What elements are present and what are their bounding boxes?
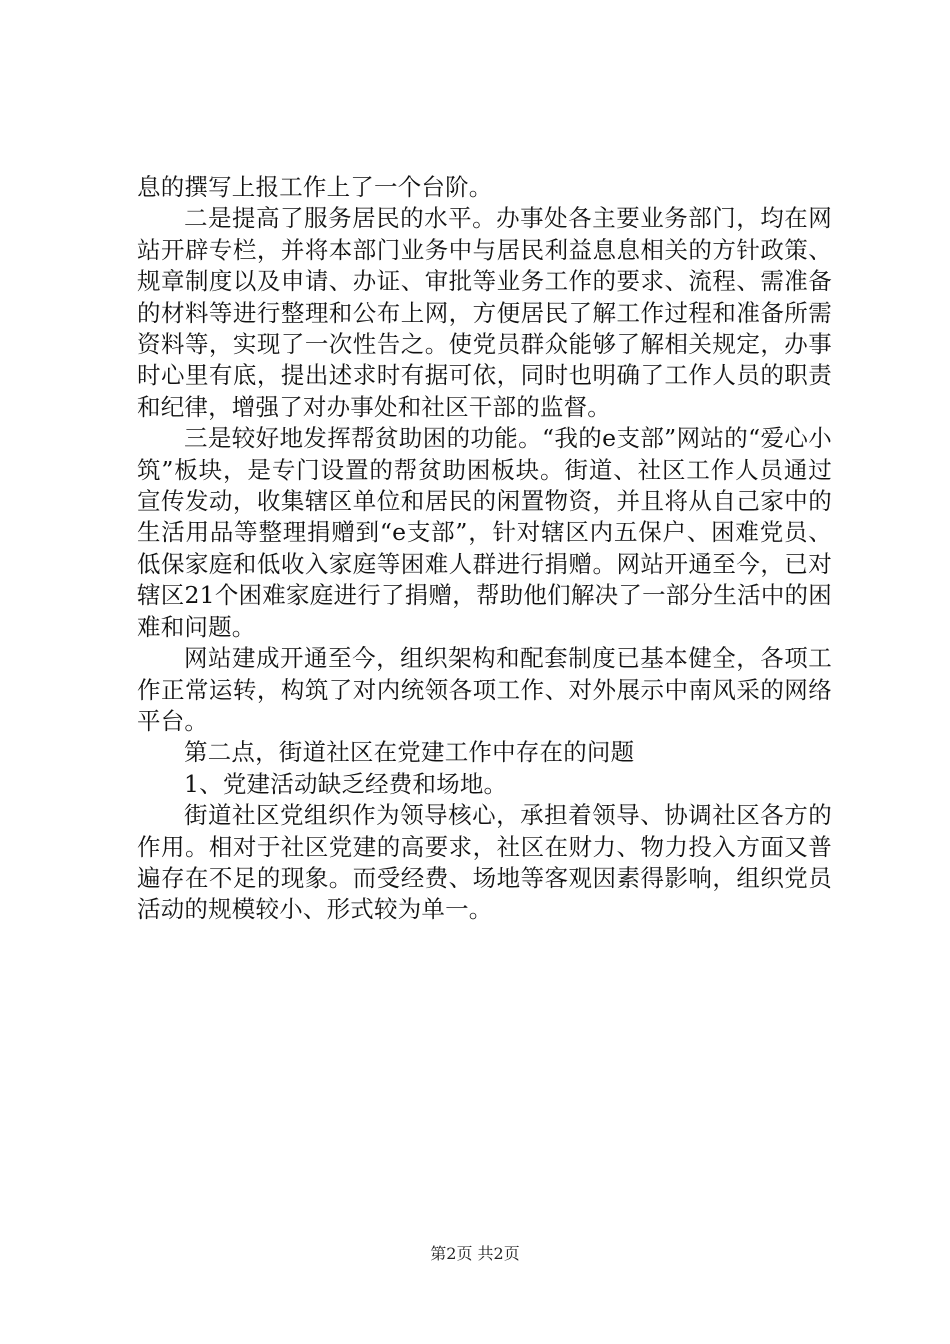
paragraph-4: 网站建成开通至今，组织架构和配套制度已基本健全，各项工作正常运转，构筑了对内统领各项工作、对外展示中南风采的网络平台。: [137, 644, 832, 735]
subsection-heading: 1、党建活动缺乏经费和场地。: [184, 769, 508, 798]
section-heading: 第二点，街道社区在党建工作中存在的问题: [184, 738, 635, 767]
page-number: 第2页 共2页: [430, 1244, 520, 1263]
page-footer: [0, 1244, 950, 1264]
paragraph-1: 息的撰写上报工作上了一个台阶。: [137, 173, 493, 201]
paragraph-7: 街道社区党组织作为领导核心，承担着领导、协调社区各方的作用。相对于社区党建的高要求，社区在财力、物力投入方面又普遍存在不足的现象。而受经费、场地等客观因素得影响，组织党员活动的规模较小、形式较为单一。: [137, 801, 832, 924]
paragraph-2: 二是提高了服务居民的水平。办事处各主要业务部门，均在网站开辟专栏，并将本部门业务中与居民利益息息相关的方针政策、规章制度以及申请、办证、审批等业务工作的要求、流程、需准备的材料等进行整理和公布上网，方便居民了解工作过程和准备所需资料等，实现了一次性告之。使党员群众能够了解相关规定，办事时心里有底，提出述求时有据可依，同时也明确了工作人员的职责和纪律，增强了对办事处和社区干部的监督。: [137, 204, 832, 421]
document-body: [137, 172, 832, 926]
paragraph-3: 三是较好地发挥帮贫助困的功能。“我的e支部”网站的“爱心小筑”板块，是专门设置的帮贫助困板块。街道、社区工作人员通过宣传发动，收集辖区单位和居民的闲置物资，并且将从自己家中的生活用品等整理捐赠到“e支部”，针对辖区内五保户、困难党员、低保家庭和低收入家庭等困难人群进行捐赠。网站开通至今，已对辖区21个困难家庭进行了捐赠，帮助他们解决了一部分生活中的困难和问题。: [137, 424, 832, 641]
